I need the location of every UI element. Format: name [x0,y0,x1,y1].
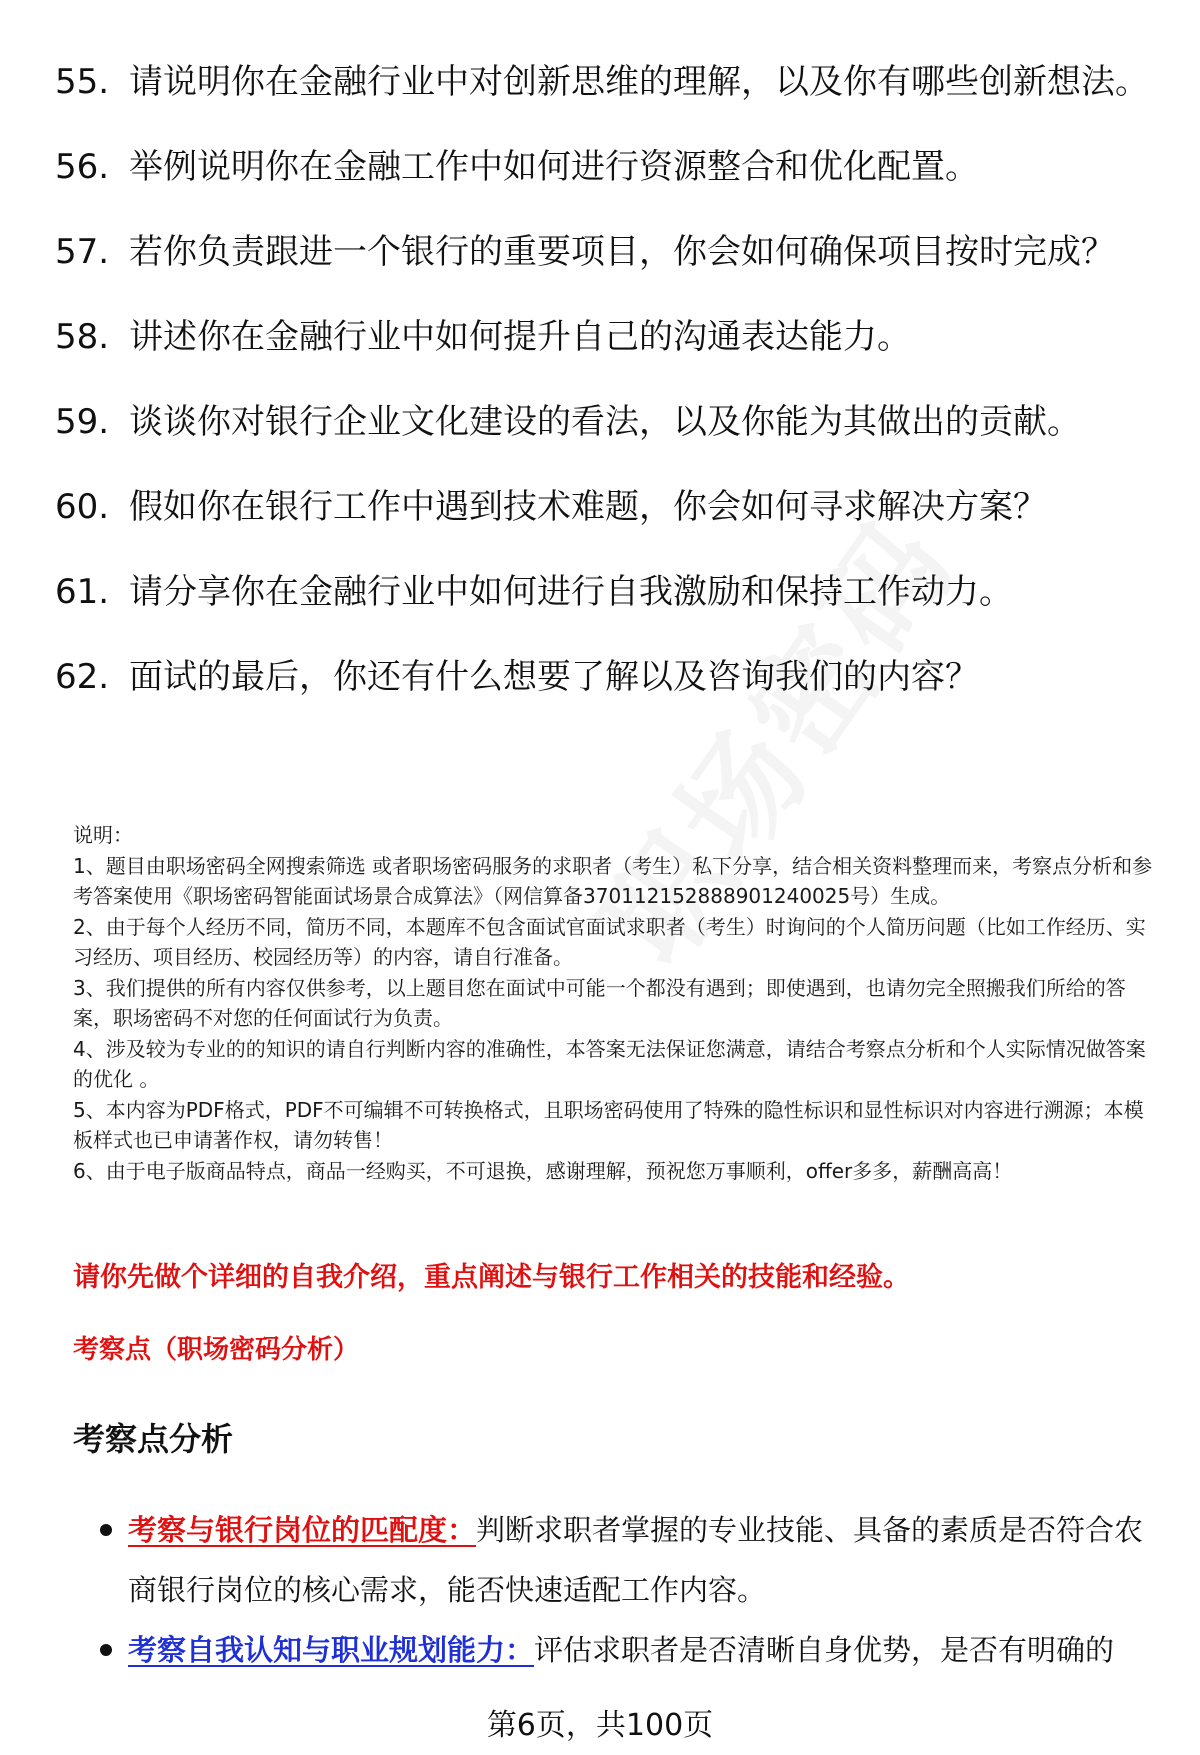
question-item [55,58,1165,107]
question-text: 面试的最后，你还有什么想要了解以及咨询我们的内容？ [129,657,979,697]
note-line: 1、题目由职场密码全网搜索筛选 或者职场密码服务的求职者（考生）私下分享，结合相关资料整理而来，考察点分析和参考答案使用《职场密码智能面试场景合成算法》（网信算备370112152888901240025号）生成。 [73,853,1153,908]
question-item [55,568,1165,617]
bullet-text: 判断求职者掌握的专业技能、具备的素质是否符合农商银行岗位的核心需求，能否快速适配工作内容。 [128,1513,1144,1607]
bullet-dot-icon [100,1524,112,1536]
note-line: 5、本内容为PDF格式，PDF不可编辑不可转换格式，且职场密码使用了特殊的隐性标识和显性标识对内容进行溯源；本模板样式也已申请著作权，请勿转售！ [73,1097,1144,1152]
disclaimer-notes [73,820,1163,1186]
bullet-item [100,1500,1160,1620]
analysis-bullets [100,1500,1160,1680]
bullet-text: 评估求职者是否清晰自身优势，是否有明确的 [534,1633,1115,1667]
question-text: 请说明你在金融行业中对创新思维的理解，以及你有哪些创新想法。 [129,62,1149,102]
question-item [55,143,1165,192]
question-number: 55. [55,62,110,102]
note-line: 6、由于电子版商品特点，商品一经购买，不可退换，感谢理解，预祝您万事顺利，offer多多，薪酬高高！ [73,1158,1013,1183]
question-number: 57. [55,232,110,272]
note-line: 2、由于每个人经历不同，简历不同，本题库不包含面试官面试求职者（考生）时询问的个人简历问题（比如工作经历、实习经历、项目经历、校园经历等）的内容，请自行准备。 [73,914,1146,969]
question-text: 讲述你在金融行业中如何提升自己的沟通表达能力。 [129,317,911,357]
bullet-label: 考察与银行岗位的匹配度： [128,1513,477,1547]
question-number: 59. [55,402,110,442]
question-number: 58. [55,317,110,357]
question-number: 61. [55,572,110,612]
bullet-item [100,1620,1160,1680]
question-item [55,228,1165,277]
question-list [55,58,1165,738]
question-number: 62. [55,657,110,697]
section-title: 考察点分析 [73,1420,234,1458]
note-line: 3、我们提供的所有内容仅供参考，以上题目您在面试中可能一个都没有遇到；即使遇到，也请勿完全照搬我们所给的答案，职场密码不对您的任何面试行为负责。 [73,975,1126,1030]
interview-question-heading: 请你先做个详细的自我介绍，重点阐述与银行工作相关的技能和经验。 [73,1262,910,1293]
note-line: 4、涉及较为专业的的知识的请自行判断内容的准确性，本答案无法保证您满意，请结合考察点分析和个人实际情况做答案的优化 。 [73,1036,1146,1091]
question-text: 谈谈你对银行企业文化建设的看法，以及你能为其做出的贡献。 [129,402,1081,442]
question-text: 请分享你在金融行业中如何进行自我激励和保持工作动力。 [129,572,1013,612]
question-item [55,653,1165,702]
question-text: 举例说明你在金融工作中如何进行资源整合和优化配置。 [129,147,979,187]
question-text: 假如你在银行工作中遇到技术难题，你会如何寻求解决方案？ [129,487,1047,527]
page-footer: 第6页，共100页 [486,1708,714,1743]
analysis-label: 考察点（职场密码分析） [73,1335,360,1365]
question-number: 60. [55,487,110,527]
question-number: 56. [55,147,110,187]
question-text: 若你负责跟进一个银行的重要项目，你会如何确保项目按时完成？ [129,232,1115,272]
bullet-label: 考察自我认知与职业规划能力： [128,1633,535,1667]
question-item [55,313,1165,362]
question-item [55,398,1165,447]
bullet-dot-icon [100,1644,112,1656]
notes-title: 说明： [73,823,133,847]
question-item [55,483,1165,532]
